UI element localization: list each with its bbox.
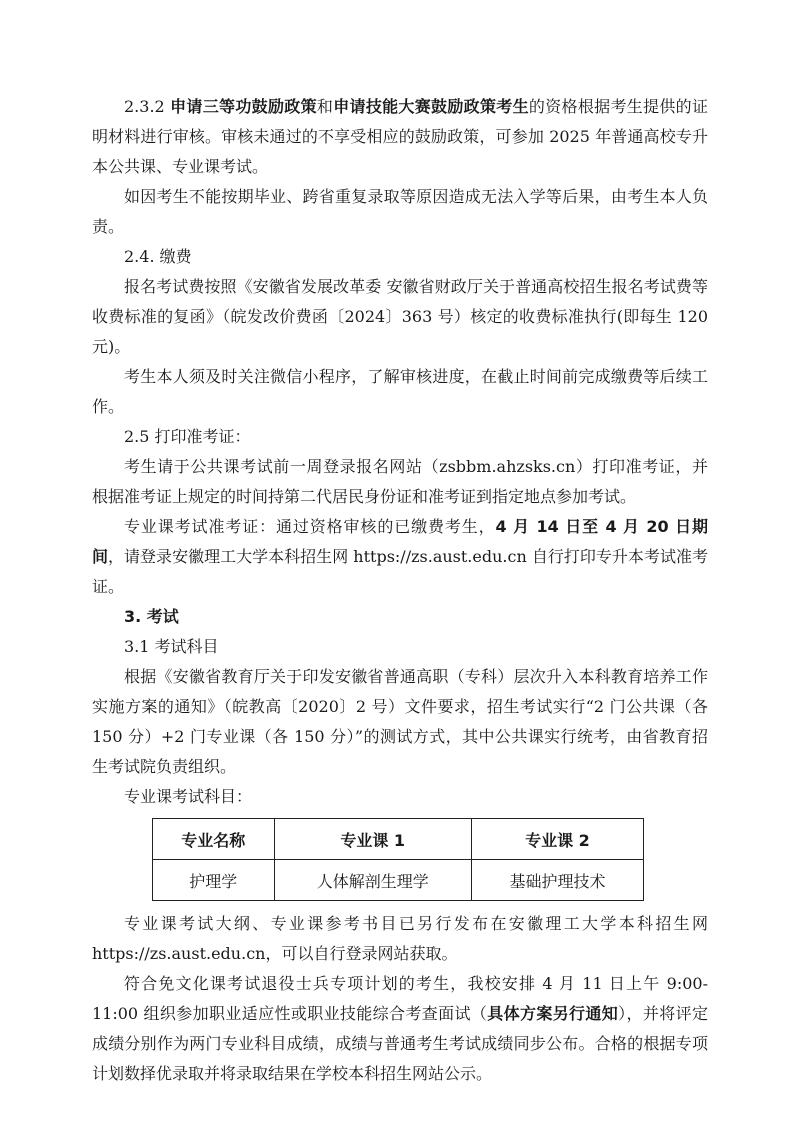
section-heading-admission-ticket: 2.5 打印准考证：: [124, 427, 251, 446]
paragraph-wechat-notice: 考生本人须及时关注微信小程序，了解审核进度，在截止时间前完成缴费等后续工作。: [92, 367, 708, 416]
cell-course-1: 人体解剖生理学: [274, 860, 471, 901]
paragraph-exam-policy: 根据《安徽省教育厅关于印发安徽省普通高职（专科）层次升入本科教育培养工作实施方案的通知》（皖教高〔2020〕2 号）文件要求，招生考试实行“2 门公共课（各 150 分）+2 门专业课（各 150 分）”的测试方式，其中公共课实行统考，由省教育招生考试院负责组织。: [92, 667, 708, 776]
paragraph-public-ticket: 考生请于公共课考试前一周登录报名网站（zsbbm.ahzsks.cn）打印准考证，并根据准考证上规定的时间持第二代居民身份证和准考证到指定地点参加考试。: [92, 457, 708, 506]
header-major-name: 专业名称: [153, 819, 275, 860]
paragraph-text: 符合免文化课考试退役士兵专项计划的考生，我校安排 4 月 11 日上午 9:00-11:00 组织参加职业适应性或职业技能综合考查面试（: [92, 974, 708, 1023]
table-header-row: [153, 819, 644, 860]
paragraph-veterans: [92, 969, 708, 1089]
bold-notice: 具体方案另行通知: [487, 1004, 619, 1023]
section-number: 2.3.2: [124, 97, 171, 116]
section-heading-exam: 3. 考试: [124, 607, 179, 626]
section-heading-payment: 2.4. 缴费: [124, 247, 192, 266]
header-course-1: 专业课 1: [274, 819, 471, 860]
paragraph-text: ），并将评定成绩分别作为两门专业科目成绩，成绩与普通考生考试成绩同步公布。合格的根据专项计划数择优录取并将录取结果在学校本科招生网站公示。: [92, 1004, 708, 1083]
conjunction-text: 和: [316, 97, 334, 116]
paragraph-fee-standard: 报名考试费按照《安徽省发展改革委 安徽省财政厅关于普通高校招生报名考试费等收费标准的复函》（皖发改价费函〔2024〕363 号）核定的收费标准执行(即每生 120 元)。: [92, 277, 708, 356]
bold-term-merit-policy: 申请三等功鼓励政策: [170, 97, 317, 116]
section-heading-subjects: 3.1 考试科目: [124, 637, 219, 656]
paragraph-text: 的资格根据考生提供的证明材料进行审核。审核未通过的不享受相应的鼓励政策，可参加 2025 年普通高校专升本公共课、专业课考试。: [92, 97, 708, 176]
table-caption: 专业课考试科目：: [124, 787, 253, 806]
paragraph-text: ，请登录安徽理工大学本科招生网 https://zs.aust.edu.cn 自行打印专升本考试准考证。: [92, 547, 708, 596]
table-row: [153, 860, 644, 901]
paragraph-major-ticket: [92, 512, 708, 602]
cell-major-name: 护理学: [153, 860, 275, 901]
header-course-2: 专业课 2: [471, 819, 643, 860]
paragraph-graduation: 如因考生不能按期毕业、跨省重复录取等原因造成无法入学等后果，由考生本人负责。: [92, 187, 708, 236]
paragraph-text: 专业课考试准考证：通过资格审核的已缴费考生，: [124, 517, 496, 536]
cell-course-2: 基础护理技术: [471, 860, 643, 901]
paragraph-syllabus: 专业课考试大纲、专业课参考书目已另行发布在安徽理工大学本科招生网 https://zs.aust.edu.cn，可以自行登录网站获取。: [92, 914, 708, 963]
bold-term-skills-policy: 申请技能大赛鼓励政策考生: [333, 97, 529, 116]
bold-date-range: 4 月 14 日至 4 月 20 日期间: [92, 517, 708, 566]
paragraph-2-3-2: [92, 92, 708, 182]
subjects-table: [152, 818, 644, 901]
